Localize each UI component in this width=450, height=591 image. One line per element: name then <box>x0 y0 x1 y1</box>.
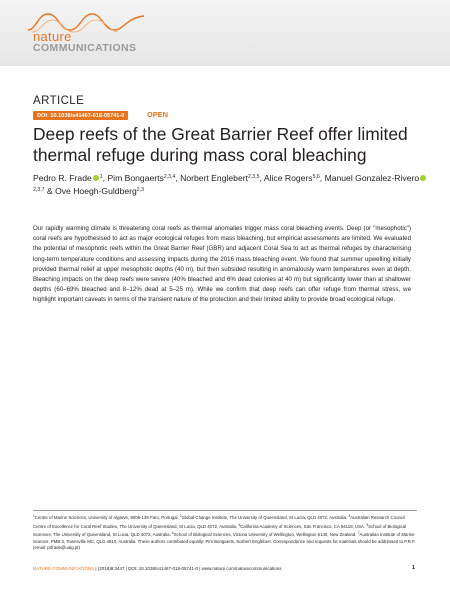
page-number: 1 <box>412 565 415 571</box>
footnote-text: Centre of Marine Sciences, University of Algarve, 8005-139 Faro, Portugal. <box>34 515 180 520</box>
footnote-correspondence: These authors contributed equally: Pim Bongaerts, Norbert Englebert. Correspondence and requests for materials should be addressed to P.R.F. (email: prfrade@ualg.pt) <box>33 538 416 551</box>
author-separator: , <box>175 173 181 183</box>
journal-header <box>0 0 450 66</box>
footnote-number: 7 <box>357 531 360 536</box>
author-separator: & <box>44 186 56 196</box>
orcid-icon[interactable] <box>93 175 99 181</box>
journal-logo-nature: nature <box>33 29 72 44</box>
footnote-number: 3 <box>348 514 351 518</box>
author-name[interactable]: Ove Hoegh-Guldberg <box>55 186 137 196</box>
article-type-label: ARTICLE <box>33 95 85 107</box>
affiliations-footnote <box>33 513 417 552</box>
author-affiliation: 2,3 <box>136 187 144 193</box>
author-separator: , <box>102 173 108 183</box>
author-name[interactable]: Pedro R. Frade <box>33 173 92 183</box>
author-name[interactable]: Alice Rogers <box>263 173 313 183</box>
page-footer <box>33 566 417 571</box>
author-name[interactable]: Manuel Gonzalez-Rivero <box>324 173 420 183</box>
author-separator: , <box>259 173 264 183</box>
footnote-number: 6 <box>172 531 174 536</box>
footer-citation: | (2018)9:3447 | DOI: 10.1038/s41467-018-05741-0 | www.nature.com/naturecommunications <box>94 566 282 571</box>
journal-logo-communications: COMMUNICATIONS <box>33 42 137 54</box>
article-title: Deep reefs of the Great Barrier Reef offer limited thermal refuge during mass coral bleaching <box>33 124 408 165</box>
footnote-text: Australian Research Council Centre of Excellence for Coral Reef Studies, The University of Queensland, St Lucia, QLD 4072, Australia. <box>33 515 406 529</box>
author-name[interactable]: Norbert Englebert <box>180 173 248 183</box>
author-affiliation: 1 <box>99 174 103 180</box>
author-affiliation: 5,6 <box>312 174 320 180</box>
orcid-icon[interactable] <box>420 175 426 181</box>
doi-badge[interactable]: DOI: 10.1038/s41467-018-05741-0 <box>33 111 128 120</box>
author-affiliation: 2,3,7 <box>33 187 45 193</box>
open-access-label: OPEN <box>147 110 168 119</box>
footnote-number: 4 <box>238 522 241 527</box>
footnote-number: 2 <box>179 514 182 518</box>
footnote-text: School of Biological Sciences, The University of Queensland, St Lucia, QLD 4072, Australia. <box>33 523 407 538</box>
footnote-divider <box>33 510 417 511</box>
footnote-number: 5 <box>366 522 369 527</box>
author-separator: , <box>319 173 325 183</box>
author-affiliation: 2,3,5 <box>247 174 260 180</box>
footnote-text: School of Biological Sciences, Victoria University of Wellington, Wellington 6140, New Zealand. <box>173 532 358 538</box>
author-list <box>33 171 433 197</box>
footer-journal-name: NATURE COMMUNICATIONS <box>33 566 95 571</box>
footnote-text: Australian Institute of Marine Science, PMB 3, Townsville MC, QLD 4810, Australia. <box>33 532 415 544</box>
footnote-text: California Academy of Sciences, San Francisco, CA 94118, USA. <box>240 523 367 529</box>
abstract: Our rapidly warming climate is threatening coral reefs as thermal anomalies trigger mass coral bleaching events. Deep (or "mesophotic") coral reefs are hypothesised to act as major ecological refuges from mass bleaching, but empirical assessments are limited. We evaluated the potential of mesophotic reefs within the Great Barrier Reef (GBR) and adjacent Coral Sea to act as thermal refuges by characterising long-term temperature conditions and assessing impacts during the 2016 mass bleaching event. We found that summer upwelling initially provided thermal relief at upper mesophotic depths (40 m), but then subsided resulting in anomalously warm temperatures even at depth. Bleaching impacts on the deep reefs were severe (40% bleached and 6% dead colonies at 40 m) but significantly lower than at shallower depths (60–69% bleached and 8–12% dead at 5–25 m). While we confirm that deep reefs can offer refuge from thermal stress, we highlight important caveats in terms of the transient nature of the protection and their limited ability to provide broad ecological refuge. <box>33 225 411 304</box>
footnote-text: Global Change Institute, The University of Queensland, St Lucia, QLD 4072, Australia. <box>181 515 349 520</box>
footnote-number: 1 <box>33 514 35 518</box>
author-name[interactable]: Pim Bongaerts <box>107 173 164 183</box>
author-affiliation: 2,3,4 <box>163 174 176 180</box>
